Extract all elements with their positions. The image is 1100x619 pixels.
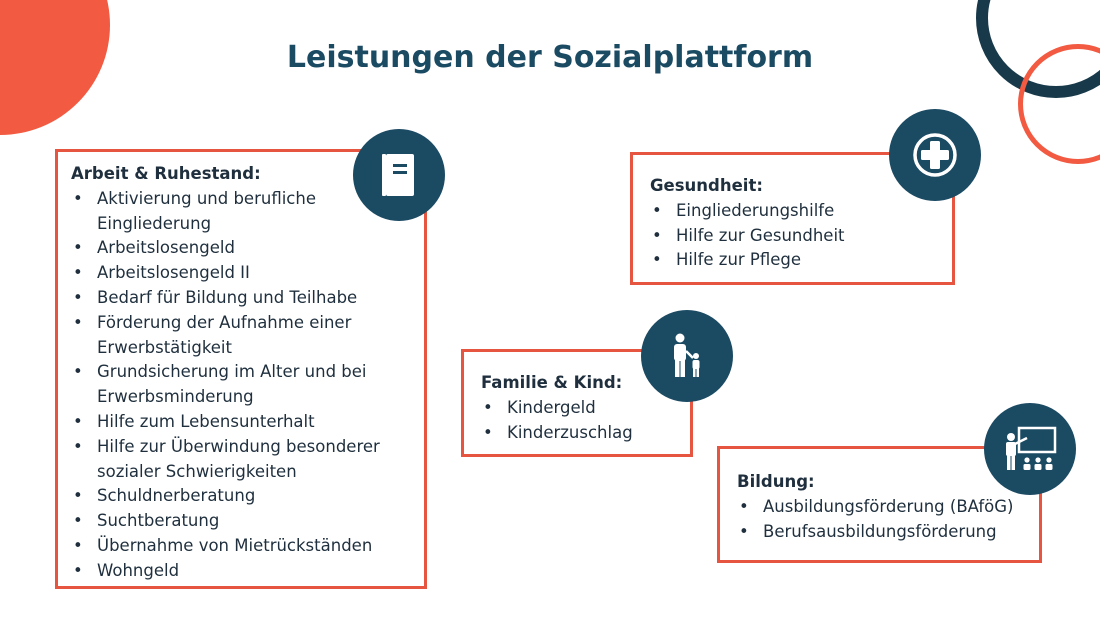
parent-child-icon <box>641 310 733 402</box>
list-item: • Kinderzuschlag <box>481 421 678 446</box>
list-item: • Übernahme von Mietrückständen <box>71 534 412 559</box>
list-item: • Hilfe zum Lebensunterhalt <box>71 410 412 435</box>
card-arbeit-ruhestand <box>55 149 427 589</box>
list-item: • Förderung der Aufnahme einer Erwerbstätigkeit <box>71 311 412 361</box>
list-item: • Wohngeld <box>71 559 412 584</box>
list-item: • Arbeitslosengeld II <box>71 261 412 286</box>
service-list <box>737 495 1027 545</box>
book-icon <box>353 129 445 221</box>
list-item: • Aktivierung und berufliche Eingliederung <box>71 187 412 237</box>
card-title: Arbeit & Ruhestand: <box>71 164 261 183</box>
service-list <box>71 187 412 584</box>
card-title: Gesundheit: <box>650 176 763 195</box>
service-list <box>650 199 940 273</box>
list-item: • Berufsausbildungsförderung <box>737 520 1027 545</box>
service-list <box>481 396 678 446</box>
list-item: • Grundsicherung im Alter und bei Erwerbsminderung <box>71 360 412 410</box>
list-item: • Hilfe zur Überwindung besonderer sozialer Schwierigkeiten <box>71 435 412 485</box>
teacher-presentation-icon <box>984 403 1076 495</box>
list-item: • Arbeitslosengeld <box>71 236 412 261</box>
page-title: Leistungen der Sozialplattform <box>286 40 814 75</box>
list-item: • Hilfe zur Pflege <box>650 248 940 273</box>
list-item: • Eingliederungshilfe <box>650 199 940 224</box>
medical-cross-icon <box>889 109 981 201</box>
list-item: • Hilfe zur Gesundheit <box>650 224 940 249</box>
list-item: • Kindergeld <box>481 396 678 421</box>
list-item: • Suchtberatung <box>71 509 412 534</box>
list-item: • Ausbildungsförderung (BAföG) <box>737 495 1027 520</box>
card-title: Familie & Kind: <box>481 373 623 392</box>
list-item: • Bedarf für Bildung und Teilhabe <box>71 286 412 311</box>
list-item: • Schuldnerberatung <box>71 484 412 509</box>
card-title: Bildung: <box>737 472 815 491</box>
